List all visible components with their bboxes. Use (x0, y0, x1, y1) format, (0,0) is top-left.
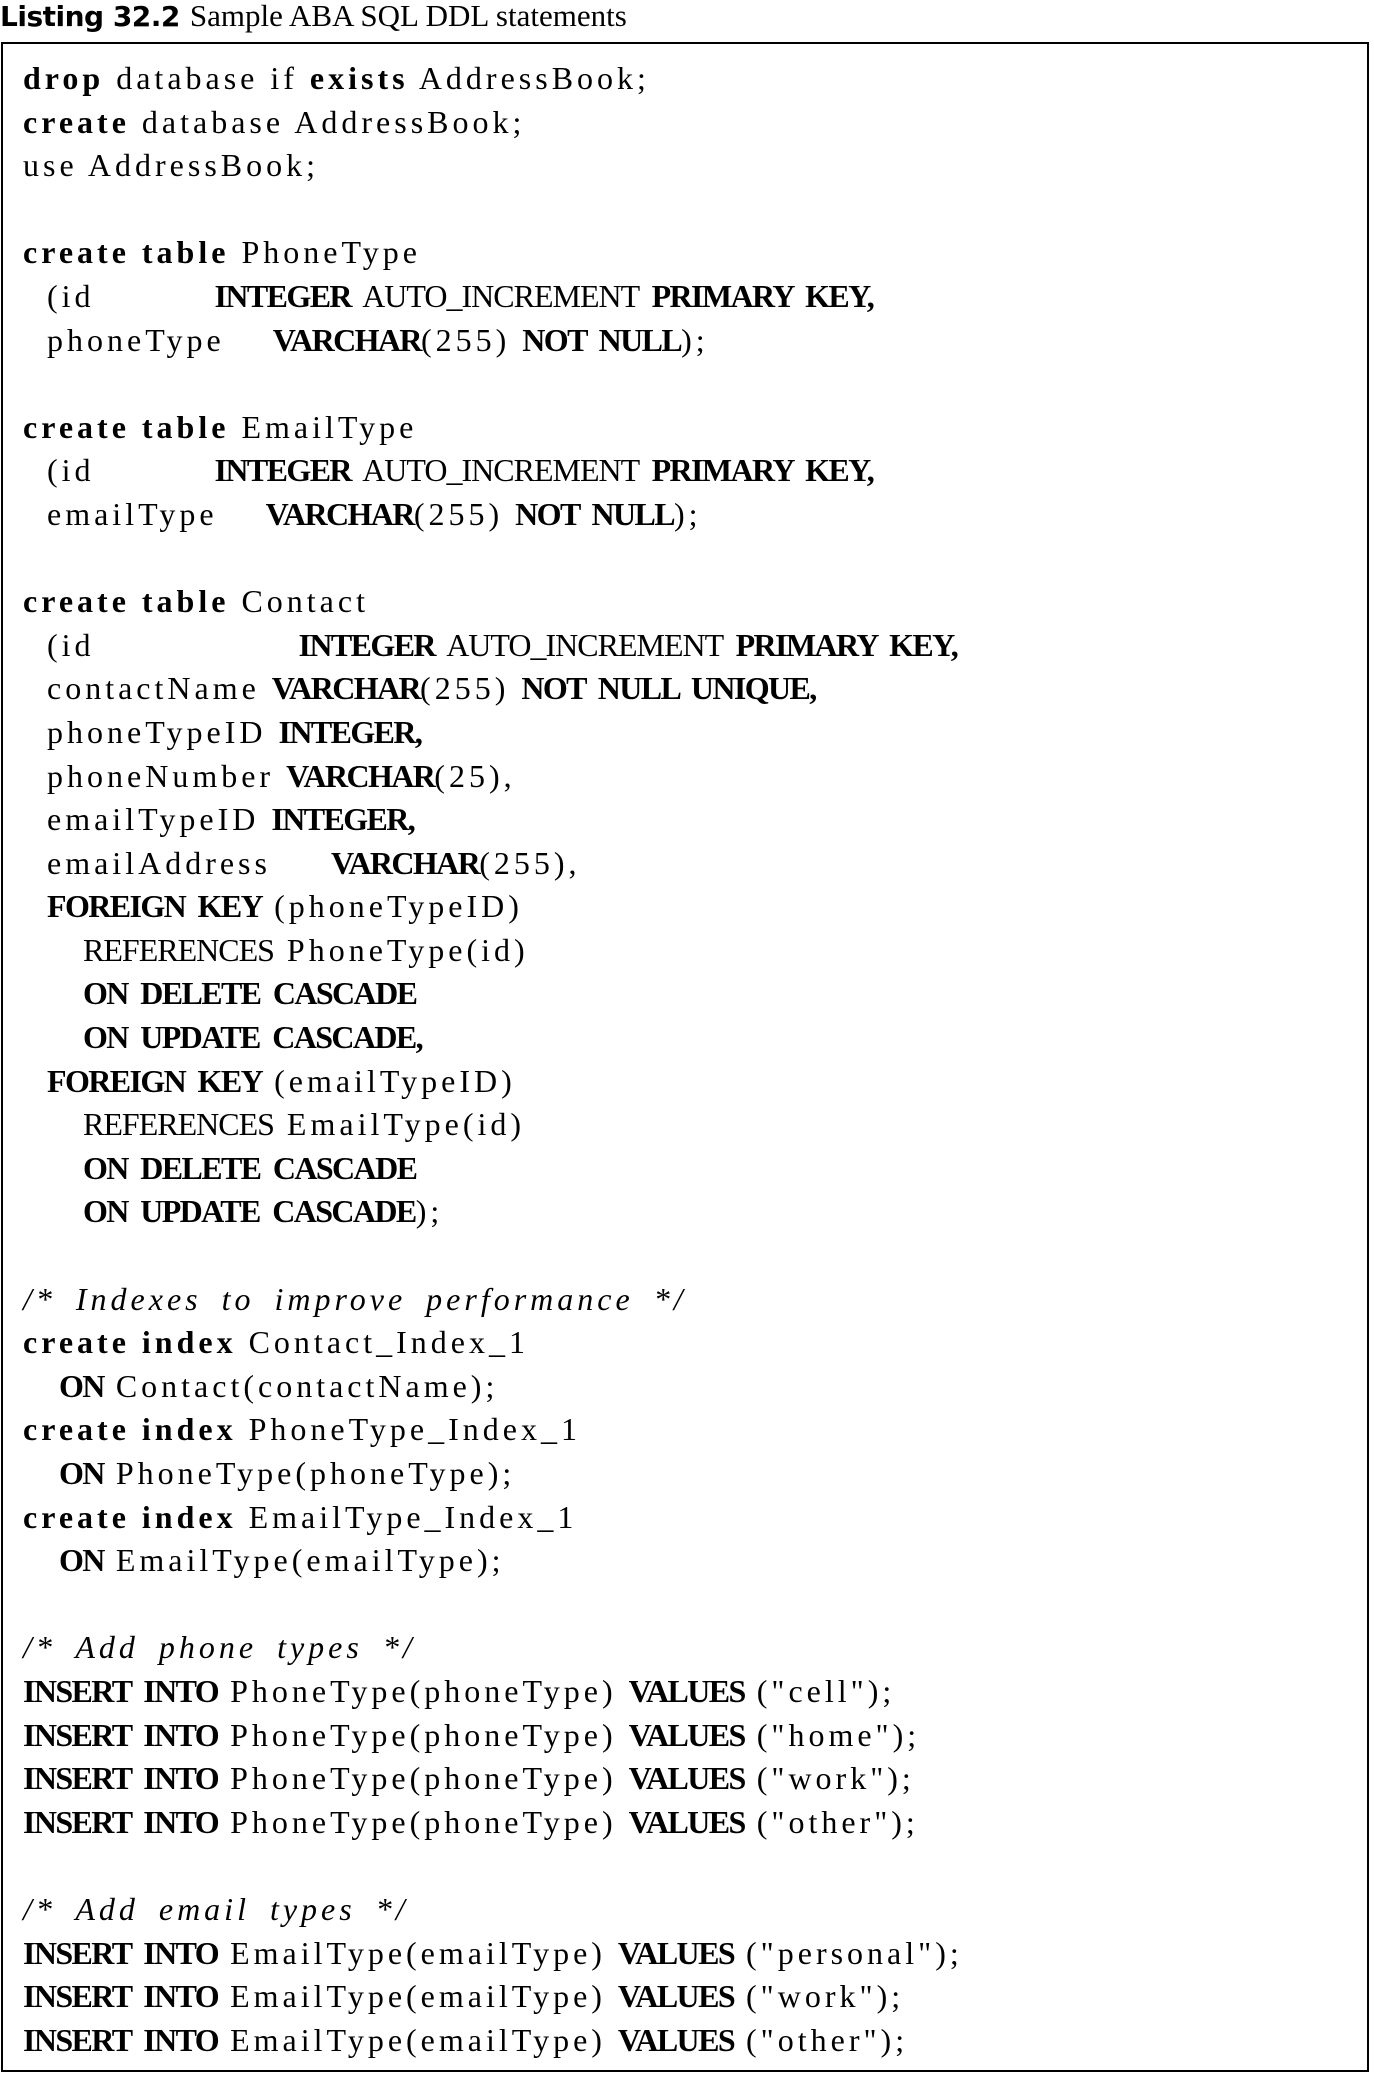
code-text (23, 932, 83, 968)
sql-keyword: INSERT INTO (23, 1760, 219, 1797)
sql-keyword: NOT NULL (522, 321, 682, 358)
blank-line (23, 188, 1357, 232)
sql-keyword: ON (59, 1455, 104, 1491)
code-text (23, 1063, 47, 1099)
code-text: (255), (479, 844, 581, 881)
keyword: drop (23, 60, 105, 96)
listing-caption (0, 0, 627, 34)
sql-keyword: FOREIGN KEY (47, 1062, 263, 1099)
code-text: ("work"); (734, 1978, 905, 2015)
code-line (23, 1060, 1357, 1104)
code-block (23, 57, 1357, 2062)
code-text: PhoneType(phoneType) (218, 1716, 629, 1753)
code-text: phoneTypeID (23, 713, 279, 750)
code-text (23, 1193, 83, 1229)
code-text: ("other"); (744, 1803, 919, 1840)
code-text: PhoneType_Index_1 (236, 1411, 581, 1448)
sql-keyword: INSERT INTO (23, 1803, 219, 1840)
code-text: Contact_Index_1 (236, 1324, 529, 1361)
keyword: create table (23, 583, 230, 620)
code-text (23, 1455, 59, 1491)
code-line (23, 1190, 1357, 1234)
keyword: create (23, 103, 130, 140)
code-line (23, 842, 1357, 886)
code-text: emailType (23, 495, 266, 532)
code-line (23, 972, 1357, 1016)
code-text: EmailType(id) (286, 1106, 526, 1143)
code-comment: /* Add phone types */ (23, 1629, 416, 1666)
sql-keyword: NOT NULL UNIQUE, (521, 670, 816, 707)
code-text (23, 1106, 83, 1142)
code-text: ); (415, 1193, 444, 1230)
blank-line (23, 1583, 1357, 1627)
sql-keyword: PRIMARY KEY, (651, 277, 874, 314)
blank-line (23, 362, 1357, 406)
code-text: PhoneType (229, 234, 421, 271)
code-text: (id (23, 277, 215, 314)
code-line (23, 1147, 1357, 1191)
code-line (23, 449, 1357, 493)
code-text: (id (23, 452, 215, 489)
sql-keyword: VALUES (617, 1934, 735, 1971)
sql-keyword: NOT NULL (515, 495, 675, 532)
code-line (23, 493, 1357, 537)
sql-keyword: INSERT INTO (23, 1716, 219, 1753)
code-text: PhoneType(id) (286, 931, 529, 968)
code-text-upper: AUTO_INCREMENT (350, 452, 652, 489)
code-line (23, 1888, 1357, 1932)
keyword: create index (23, 1498, 237, 1535)
code-line (23, 1452, 1357, 1496)
code-line (23, 1670, 1357, 1714)
code-text: use AddressBook; (23, 147, 319, 184)
code-listing-box (1, 42, 1369, 2072)
code-text: PhoneType(phoneType); (103, 1455, 516, 1491)
code-line (23, 580, 1357, 624)
code-line (23, 798, 1357, 842)
sql-keyword: PRIMARY KEY, (651, 452, 874, 489)
code-text (23, 888, 47, 924)
sql-keyword: VARCHAR (272, 321, 421, 358)
code-text: (255) (420, 670, 522, 707)
code-text: Contact(contactName); (103, 1367, 499, 1404)
code-text: (emailTypeID) (262, 1062, 516, 1099)
code-text: (phoneTypeID) (262, 888, 523, 925)
code-text: emailAddress (23, 844, 331, 881)
blank-line (23, 1234, 1357, 1278)
code-text: ("cell"); (744, 1672, 896, 1709)
code-line (23, 1016, 1357, 1060)
code-text: emailTypeID (23, 801, 272, 838)
code-line (23, 1757, 1357, 1801)
code-text: EmailType(emailType) (218, 1934, 618, 1971)
sql-keyword: INSERT INTO (23, 1672, 219, 1709)
code-line (23, 1539, 1357, 1583)
listing-title: Sample ABA SQL DDL statements (189, 0, 627, 33)
code-text: (25), (434, 757, 516, 794)
sql-keyword: ON UPDATE CASCADE, (83, 1019, 423, 1056)
code-line (23, 144, 1357, 188)
code-text: EmailType_Index_1 (236, 1498, 578, 1535)
sql-keyword: PRIMARY KEY, (735, 626, 958, 663)
code-line (23, 406, 1357, 450)
code-text (23, 975, 83, 1011)
code-line (23, 1626, 1357, 1670)
code-line (23, 755, 1357, 799)
code-line (23, 231, 1357, 275)
code-text: database AddressBook; (129, 103, 526, 140)
code-line (23, 711, 1357, 755)
code-text: Contact (229, 583, 369, 620)
code-text: PhoneType(phoneType) (218, 1760, 629, 1797)
code-text: (255) (420, 321, 523, 358)
code-text: ); (674, 495, 702, 532)
keyword: create index (23, 1411, 237, 1448)
code-text-upper: REFERENCES (83, 931, 287, 968)
code-text: (id (23, 626, 299, 663)
code-line (23, 1103, 1357, 1147)
sql-keyword: INSERT INTO (23, 1934, 219, 1971)
code-line (23, 275, 1357, 319)
sql-keyword: VALUES (628, 1672, 745, 1709)
code-text: ("personal"); (734, 1934, 963, 1971)
sql-keyword: FOREIGN KEY (47, 888, 263, 925)
code-text-upper: AUTO_INCREMENT (434, 626, 736, 663)
sql-keyword: VARCHAR (330, 844, 480, 881)
code-text: phoneNumber (23, 757, 287, 794)
code-line (23, 1975, 1357, 2019)
code-line (23, 101, 1357, 145)
sql-keyword: VALUES (628, 1803, 745, 1840)
code-line (23, 1932, 1357, 1976)
sql-keyword: ON DELETE CASCADE (83, 1149, 417, 1186)
keyword: create table (23, 408, 230, 445)
code-comment: /* Add email types */ (23, 1890, 409, 1927)
code-text (23, 1368, 59, 1404)
code-text: (255) (413, 495, 516, 532)
code-text-upper: REFERENCES (83, 1106, 287, 1143)
code-comment: /* Indexes to improve performance */ (23, 1280, 687, 1317)
sql-keyword: INTEGER (214, 452, 351, 489)
code-line (23, 1496, 1357, 1540)
code-line (23, 929, 1357, 973)
code-text: EmailType(emailType) (218, 2021, 618, 2058)
code-line (23, 1714, 1357, 1758)
code-text: ("home"); (744, 1716, 921, 1753)
sql-keyword: ON UPDATE CASCADE (83, 1193, 416, 1230)
code-text (23, 1019, 83, 1055)
code-text: EmailType (229, 408, 418, 445)
code-text: PhoneType(phoneType) (218, 1803, 629, 1840)
code-text: contactName (23, 670, 272, 707)
keyword: create table (23, 234, 230, 271)
sql-keyword: INTEGER, (278, 713, 422, 750)
sql-keyword: ON (59, 1542, 104, 1579)
sql-keyword: INSERT INTO (23, 2021, 219, 2058)
code-line (23, 57, 1357, 101)
code-text-upper: AUTO_INCREMENT (350, 277, 652, 314)
code-line (23, 319, 1357, 363)
sql-keyword: VALUES (617, 1978, 735, 2015)
code-line (23, 1801, 1357, 1845)
code-line (23, 667, 1357, 711)
sql-keyword: ON DELETE CASCADE (83, 975, 417, 1012)
keyword: create index (23, 1324, 237, 1361)
sql-keyword: INTEGER (298, 626, 435, 663)
sql-keyword: VARCHAR (286, 757, 435, 794)
sql-keyword: VALUES (628, 1760, 745, 1797)
code-text: ("work"); (744, 1760, 915, 1797)
code-text: AddressBook; (408, 60, 650, 96)
sql-keyword: VARCHAR (265, 495, 414, 532)
code-text: ("other"); (734, 2021, 909, 2058)
sql-keyword: INTEGER (214, 277, 351, 314)
code-line (23, 1365, 1357, 1409)
code-text (23, 1542, 59, 1578)
code-text: phoneType (23, 321, 273, 358)
code-line (23, 624, 1357, 668)
sql-keyword: VALUES (617, 2021, 735, 2058)
sql-keyword: VARCHAR (271, 670, 421, 707)
code-text: ); (681, 321, 709, 358)
code-text: PhoneType(phoneType) (218, 1672, 629, 1709)
code-line (23, 885, 1357, 929)
code-line (23, 1321, 1357, 1365)
code-text: EmailType(emailType); (103, 1542, 505, 1579)
blank-line (23, 1844, 1357, 1888)
blank-line (23, 537, 1357, 581)
sql-keyword: INSERT INTO (23, 1978, 219, 2015)
sql-keyword: ON (59, 1367, 104, 1404)
sql-keyword: INTEGER, (271, 801, 415, 838)
code-text: EmailType(emailType) (218, 1978, 618, 2015)
code-line (23, 1408, 1357, 1452)
sql-keyword: VALUES (628, 1716, 745, 1753)
listing-number: Listing 32.2 (0, 0, 180, 33)
code-text (23, 1150, 83, 1186)
code-line (23, 1278, 1357, 1322)
code-text: database if (104, 60, 310, 96)
code-line (23, 2019, 1357, 2063)
keyword: exists (309, 60, 409, 96)
